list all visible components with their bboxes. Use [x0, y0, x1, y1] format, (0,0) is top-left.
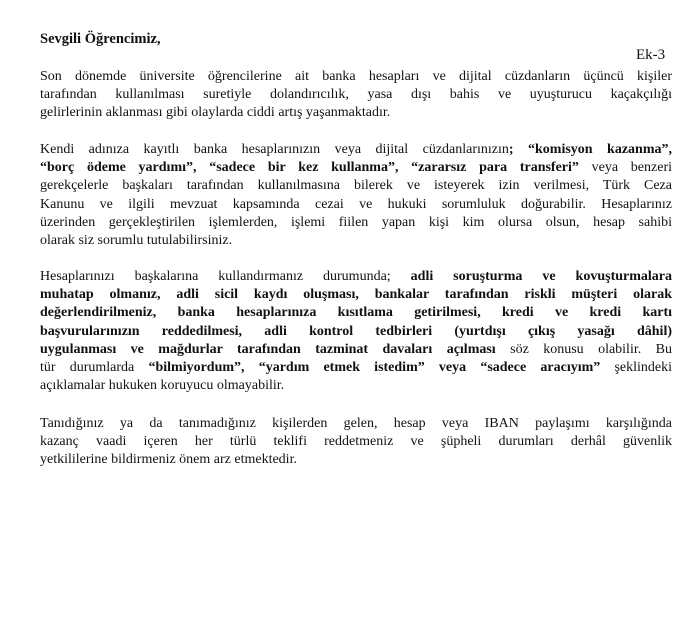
text-line: [40, 68, 672, 86]
text-line: [40, 177, 672, 195]
text-line: [40, 104, 672, 122]
text-line: [40, 141, 672, 159]
text-line: [40, 159, 672, 177]
bold-text: uygulanması ve mağdurlar tarafından tazminat davaları açılması: [40, 341, 496, 357]
text-line: [40, 341, 672, 359]
text-line: [40, 232, 672, 250]
text-line: [40, 304, 672, 322]
text-segment: Kendi adınıza kayıtlı banka hesaplarınızın veya dijital cüzdanlarınızın: [40, 142, 509, 157]
paragraph-consequences: [40, 268, 672, 395]
text-line: [40, 214, 672, 232]
text-line: [40, 433, 672, 451]
text-segment: gelirlerinin aklanması gibi olaylarda ciddi artış yaşanmaktadır.: [40, 105, 391, 121]
text-segment: kazanç vaadi içeren her türlü teklifi reddetmeniz ve şüpheli durumları derhâl güvenlik: [40, 434, 672, 450]
text-segment: tarafından kullanılması suretiyle dolandırıcılık, yasa dışı bahis ve uyuşturucu kaçakçılığı: [40, 87, 672, 103]
bold-text: “borç ödeme yardımı”, “sadece bir kez kullanma”, “zararsız para transferi”: [40, 160, 579, 176]
text-line: [40, 86, 672, 104]
text-segment: olarak siz sorumlu tutulabilirsiniz.: [40, 232, 233, 248]
text-segment: tür durumlarda: [40, 359, 149, 375]
text-segment: söz konusu olabilir. Bu: [495, 341, 672, 357]
paragraph-intro: [40, 68, 672, 123]
text-segment: üzerinden gerçekleştirilen işlemlerden, işlemi fiilen yapan kişi kim olursa olsun, hesap sahibi: [40, 214, 672, 230]
text-segment: Tanıdığınız ya da tanımadığınız kişilerden gelen, hesap veya IBAN paylaşımı karşılığında: [40, 416, 672, 431]
text-line: [40, 286, 672, 304]
text-line: [40, 359, 672, 377]
paragraph-liability: [40, 141, 672, 250]
bold-text: adli soruşturma ve kovuşturmalara: [410, 269, 672, 284]
text-segment: veya benzeri: [578, 160, 673, 176]
bold-text: değerlendirilmeniz, banka hesaplarınıza kısıtlama getirilmesi, kredi ve kredi kartı: [40, 305, 672, 321]
bold-text: muhatap olmanız, adli sicil kaydı oluşması, bankalar tarafından riskli müşteri olarak: [40, 287, 672, 303]
text-line: [40, 377, 672, 395]
text-segment: açıklamalar hukuken koruyucu olmayabilir.: [40, 378, 285, 394]
text-segment: Son dönemde üniversite öğrencilerine ait banka hesapları ve dijital cüzdanların üçüncü kişiler: [40, 69, 672, 84]
text-line: [40, 196, 672, 214]
letter-heading: Sevgili Öğrencimiz,: [40, 31, 161, 47]
text-segment: Hesaplarınızı başkalarına kullandırmanız durumunda;: [40, 269, 411, 284]
text-segment: gerekçelerle başkaları tarafından kullanılmasına bilerek ve isteyerek izin verilmesi, Türk Ceza: [40, 178, 672, 194]
text-segment: yetkililerine bildirmeniz önem arz etmektedir.: [40, 452, 297, 468]
bold-text: ; “komisyon kazanma”,: [508, 142, 672, 157]
annex-label: Ek-3: [636, 47, 666, 63]
text-segment: şeklindeki: [600, 359, 672, 375]
paragraph-advice: [40, 415, 672, 470]
bold-text: “bilmiyordum”, “yardım etmek istedim” veya “sadece aracıyım”: [148, 359, 601, 375]
text-line: [40, 268, 672, 286]
bold-text: başvurularınızın reddedilmesi, adli kontrol tedbirleri (yurtdışı çıkış yasağı dâhil): [40, 323, 672, 339]
text-line: [40, 415, 672, 433]
text-line: [40, 323, 672, 341]
text-segment: Kanunu ve ilgili mevzuat kapsamında cezai ve hukuki sorumluluk doğurabilir. Hesaplarınız: [40, 196, 672, 212]
text-line: [40, 451, 672, 469]
